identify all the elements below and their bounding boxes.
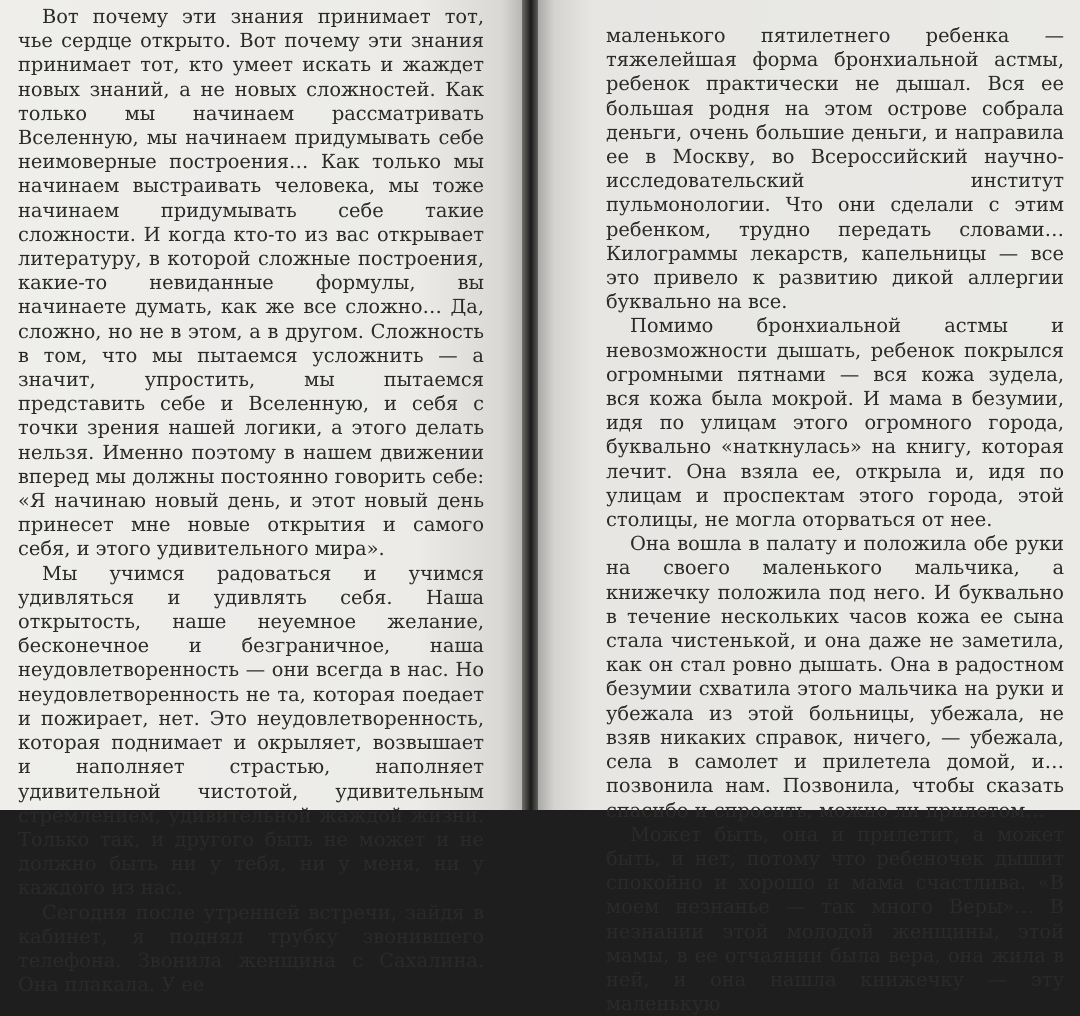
book-gutter (522, 0, 538, 810)
left-paragraph-1: Вот почему эти знания принимает тот, чье сердце открыто. Вот почему эти знания принимает тот, кто умеет искать и жаждет новых знаний, а не новых сложностей. Как только мы начинаем рассматривать Вселенную, мы начинаем придумывать себе неимоверные построения… Как только мы начинаем выстраивать человека, мы тоже начинаем придумывать себе такие сложности. И когда кто-то из вас открывает литературу, в которой сложные построения, какие-то невиданные формулы, вы начинаете думать, как же все сложно… Да, сложно, но не в этом, а в другом. Сложность в том, что мы пытаемся усложнить — а значит, упростить, мы пытаемся представить себе и Вселенную, и себя с точки зрения нашей логики, а этого делать нельзя. Именно поэтому в нашем движении вперед мы должны постоянно говорить себе: «Я начинаю новый день, и этот новый день принесет мне новые открытия и самого себя, и этого удивительного мира». (18, 5, 484, 561)
right-paragraph-4: Может быть, она и прилетит, а может быть, и нет, потому что ребеночек дышит спокойно и хорошо и мама счастлива. «В моем незнанье — так много Веры»… В незнании этой молодой женщины, этой мамы, в ее отчаянии была вера, она жила в ней, и она нашла книжечку — эту маленькую (606, 822, 1064, 1016)
right-paragraph-3: Она вошла в палату и положила обе руки на своего маленького мальчика, а книжечку положила под него. И буквально в течение нескольких часов кожа ее сына стала чистенькой, и она даже не заметила, как он стал ровно дышать. Она в радостном безумии схватила этого мальчика на руки и убежала из этой больницы, убежала, не взяв никаких справок, ничего, — убежала, села в самолет и прилетела домой, и… позвонила нам. Позвонила, чтобы сказать спасибо и спросить, можно ли прилетом… (606, 532, 1064, 822)
left-paragraph-3: Сегодня после утренней встречи, зайдя в кабинет, я поднял трубку звонившего телефона. Звонила женщина с Сахалина. Она плакала. У ее (18, 900, 484, 997)
right-page (538, 0, 1080, 1016)
left-paragraph-2: Мы учимся радоваться и учимся удивляться и удивлять себя. Наша открытость, наше неуемное желание, бесконечное и безграничное, наша неудовлетворенность — они всегда в нас. Но неудовлетворенность не та, которая поедает и пожирает, нет. Это неудовлетворенность, которая поднимает и окрыляет, возвышает и наполняет страстью, наполняет удивительной чистотой, удивительным стремлением, удивительной жаждой жизни. Только так, и другого быть не может и не должно быть ни у тебя, ни у меня, ни у каждого из нас. (18, 561, 484, 900)
right-paragraph-1: маленького пятилетнего ребенка — тяжелейшая форма бронхиальной астмы, ребенок практически не дышал. Вся ее большая родня на этом острове собрала деньги, очень большие деньги, и направила ее в Москву, во Всероссийский научно-исследовательский институт пульмонологии. Что они сделали с этим ребенком, трудно передать словами… Килограммы лекарств, капельницы — все это привело к развитию дикой аллергии буквально на все. (606, 24, 1064, 314)
left-page (0, 0, 522, 997)
left-page-text (18, 5, 484, 997)
right-paragraph-2: Помимо бронхиальной астмы и невозможности дышать, ребенок покрылся огромными пятнами — вся кожа зудела, вся кожа была мокрой. И мама в безумии, идя по улицам этого огромного города, буквально «наткнулась» на книгу, которая лечит. Она взяла ее, открыла и, идя по улицам и проспектам этого города, этой столицы, не могла оторваться от нее. (606, 314, 1064, 532)
right-page-text (606, 24, 1064, 1016)
